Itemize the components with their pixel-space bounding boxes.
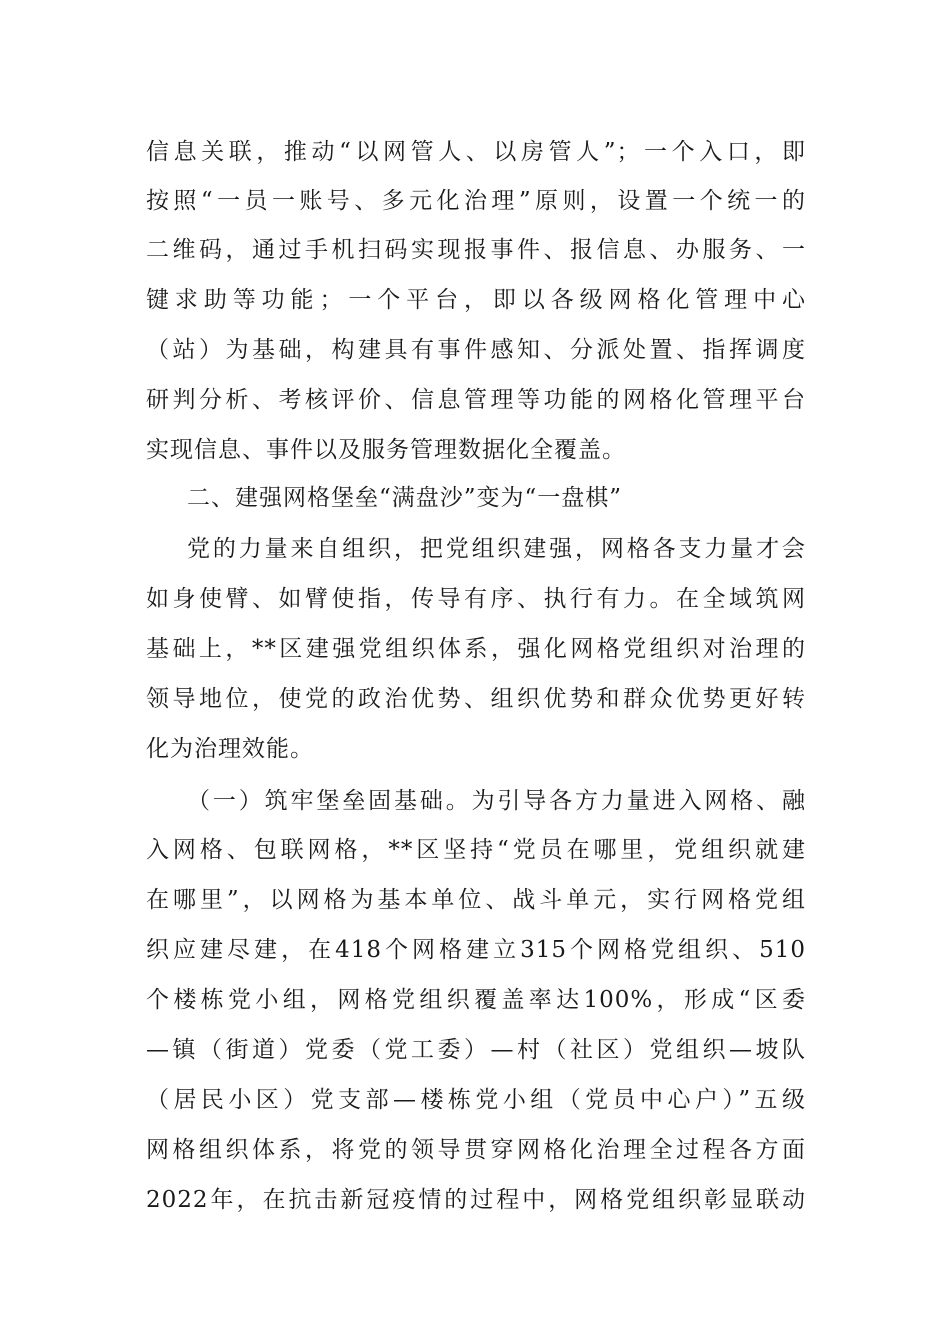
body-text-line: 领导地位，使党的政治优势、组织优势和群众优势更好转	[146, 686, 806, 712]
body-text-line: 2022年，在抗击新冠疫情的过程中，网格党组织彰显联动	[146, 1187, 806, 1213]
body-text-line: 化为治理效能。	[146, 736, 314, 762]
body-text-line: 按照“一员一账号、多元化治理”原则，设置一个统一的	[146, 188, 806, 214]
body-text-line: 入网格、包联网格，**区坚持“党员在哪里，党组织就建	[146, 837, 806, 863]
body-text-line: 基础上，**区建强党组织体系，强化网格党组织对治理的	[146, 636, 806, 662]
section-heading: 二、建强网格堡垒“满盘沙”变为“一盘棋”	[187, 485, 623, 511]
subsection-line: （一）筑牢堡垒固基础。为引导各方力量进入网格、融	[187, 788, 806, 814]
body-text-line: （站）为基础，构建具有事件感知、分派处置、指挥调度	[146, 337, 806, 363]
body-text-line: 键求助等功能；一个平台，即以各级网格化管理中心	[146, 287, 806, 313]
body-text-line: 织应建尽建，在418个网格建立315个网格党组织、510	[146, 937, 806, 963]
body-text-line: 信息关联，推动“以网管人、以房管人”；一个入口，即	[146, 139, 806, 165]
body-text-line: 个楼栋党小组，网格党组织覆盖率达100%，形成“区委	[146, 987, 806, 1013]
body-text-line: 二维码，通过手机扫码实现报事件、报信息、办服务、一	[146, 237, 806, 263]
body-text-line: 研判分析、考核评价、信息管理等功能的网格化管理平台	[146, 387, 806, 413]
body-text-line: （居民小区）党支部—楼栋党小组（党员中心户）”五级	[146, 1087, 806, 1113]
body-text-line: 在哪里”，以网格为基本单位、战斗单元，实行网格党组	[146, 887, 806, 913]
body-text-line: 网格组织体系，将党的领导贯穿网格化治理全过程各方面	[146, 1137, 806, 1163]
body-text-line: 党的力量来自组织，把党组织建强，网格各支力量才会	[187, 536, 806, 562]
body-text-line: 如身使臂、如臂使指，传导有序、执行有力。在全域筑网	[146, 586, 806, 612]
body-text-line: —镇（街道）党委（党工委）—村（社区）党组织—坡队	[146, 1037, 806, 1063]
body-text-line: 实现信息、事件以及服务管理数据化全覆盖。	[146, 437, 626, 463]
